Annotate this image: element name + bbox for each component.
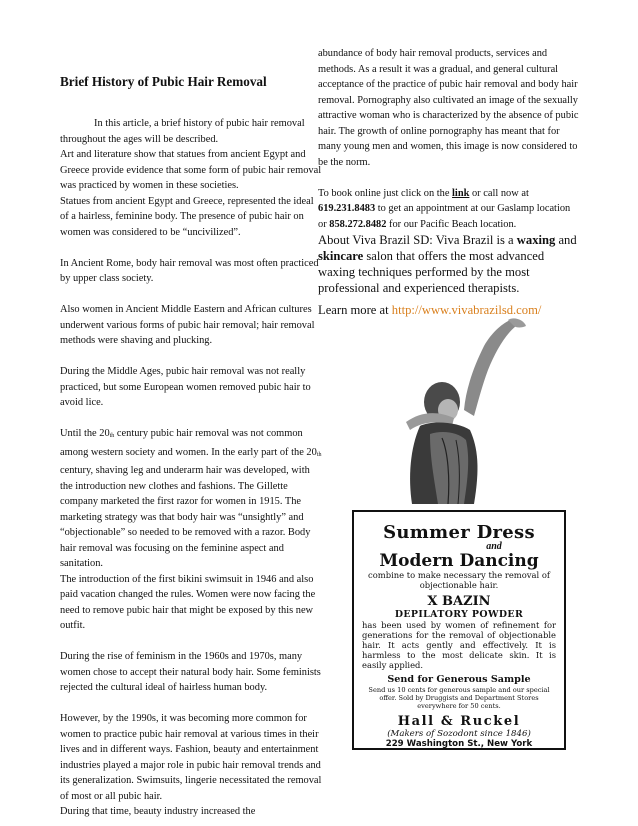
paragraph-beauty-industry: During that time, beauty industry increased the [60,806,256,817]
paragraph-abundance: abundance of body hair removal products, services and methods. As a result it was a gradual, and general cultural acceptance of the practice of pubic hair removal and body hair removal. Pornography also cultivated an image of the sexually attractive woman who is characterized by the absence of pubic hair. The growth of online pornography has meant that for many young men and women, this image is now considered to be the norm. [318,48,579,168]
paragraph-20th-century: Until the 20th century pubic hair removal was not common among western society and women. In the early part of the 20th century, shaving leg and underarm hair was developed, with the introduction new clothes and fashions. The Gillette company marketed the first razor for women in 1915. The marketing strategy was that body hair was “unsightly” and “objectionable” so needed to be removed with a razor. Body hair removal was focusing on the feminine aspect and sanitation. [60,428,322,569]
ad-headline: Summer Dress [383,522,535,543]
ad-body: has been used by women of refinement for generations for the removal of objectionable hair. It acts gently and effectively. It is harmless to the most delicate skin. It is easily applied. [362,620,556,670]
paragraph-middle-ages: During the Middle Ages, pubic hair removal was not really practiced, but some European women removed pubic hair to avoid lice. [60,366,311,408]
dancer-photo [346,318,574,504]
ad-makers-note: (Makers of Sozodont since 1846) [387,729,531,739]
paragraph-art: Art and literature show that statues from ancient Egypt and Greece provide evidence that some form of pubic hair removal was practiced by women in these societies. [60,149,322,191]
ad-text-box: Summer Dress and Modern Dancing combine to make necessary the removal of objectionable hair. X BAZIN DEPILATORY POWDER has been used by women of refinement for generations for the removal of objectionable hair. It acts gently and effectively. It is harmless to the most delicate skin. It is easily applied. Send for Generous Sample Send us 10 cents for generous sample and our special offer. Sold by Druggists and Department Stores everywhere for 50 cents. Hall & Ruckel (Makers of Sozodont since 1846) 229 Washington St., New York [352,510,566,750]
paragraph-statues: Statues from ancient Egypt and Greece, represented the ideal of a hairless, feminine body. The presence of pubic hair on women was considered to be “uncivilized”. [60,195,314,238]
about-paragraph: About Viva Brazil SD: Viva Brazil is a waxing and skincare salon that offers the most advanced waxing techniques performed by the most professional and experienced therapists. [318,233,577,295]
paragraph-intro: In this article, a brief history of pubic hair removal throughout the ages will be described. [60,118,305,145]
paragraph-1990s: However, by the 1990s, it was becoming more common for women to practice pubic hair removal at various times in their lives and in different ways. Fashion, beauty and entertainment industries played a major role in pubic hair removal trends and its generalization. Swimsuits, lingerie necessitated the removal of most or all pubic hair. [60,713,322,802]
phone-pacific-beach: 858.272.8482 [329,218,387,230]
left-column [60,74,322,820]
booking-paragraph: To book online just click on the link or call now at 619.231.8483 to get an appointment at our Gaslamp location or 858.272.8482 for our Pacific Beach location. [318,187,571,230]
right-column [318,46,580,334]
ad-maker: Hall & Ruckel [397,714,521,729]
ad-sample-title: Send for Generous Sample [387,674,531,685]
phone-gaslamp: 619.231.8483 [318,203,376,214]
website-link[interactable]: http://www.vivabrazilsd.com/ [391,303,542,317]
article-title: Brief History of Pubic Hair Removal [60,74,267,89]
ad-headline-2: Modern Dancing [379,551,539,571]
paragraph-bikini: The introduction of the first bikini swimsuit in 1946 and also paid vacation changed the rules. Women were now facing the need to remove pubic hair that might be exposed by this new outfit. [60,573,316,631]
paragraph-middle-east: Also women in Ancient Middle Eastern and African cultures underwent various forms of pubic hair removal; hair removal methods were shaving and plucking. [60,304,315,346]
learn-more: Learn more at http://www.vivabrazilsd.com/ [318,303,542,317]
ad-sample-text: Send us 10 cents for generous sample and our special offer. Sold by Druggists and Department Stores everywhere for 50 cents. [368,686,550,710]
vintage-advertisement [346,318,574,748]
ad-brand: X BAZIN [427,594,491,609]
ad-product: DEPILATORY POWDER [394,609,524,620]
paragraph-rome: In Ancient Rome, body hair removal was most often practiced by upper class society. [60,257,319,284]
ad-address: 229 Washington St., New York [385,739,533,749]
paragraph-feminism: During the rise of feminism in the 1960s and 1970s, many women chose to accept their natural body hair. Some feminists rejected the cultural ideal of hairless human body. [60,651,321,693]
booking-link[interactable]: link [452,187,470,199]
